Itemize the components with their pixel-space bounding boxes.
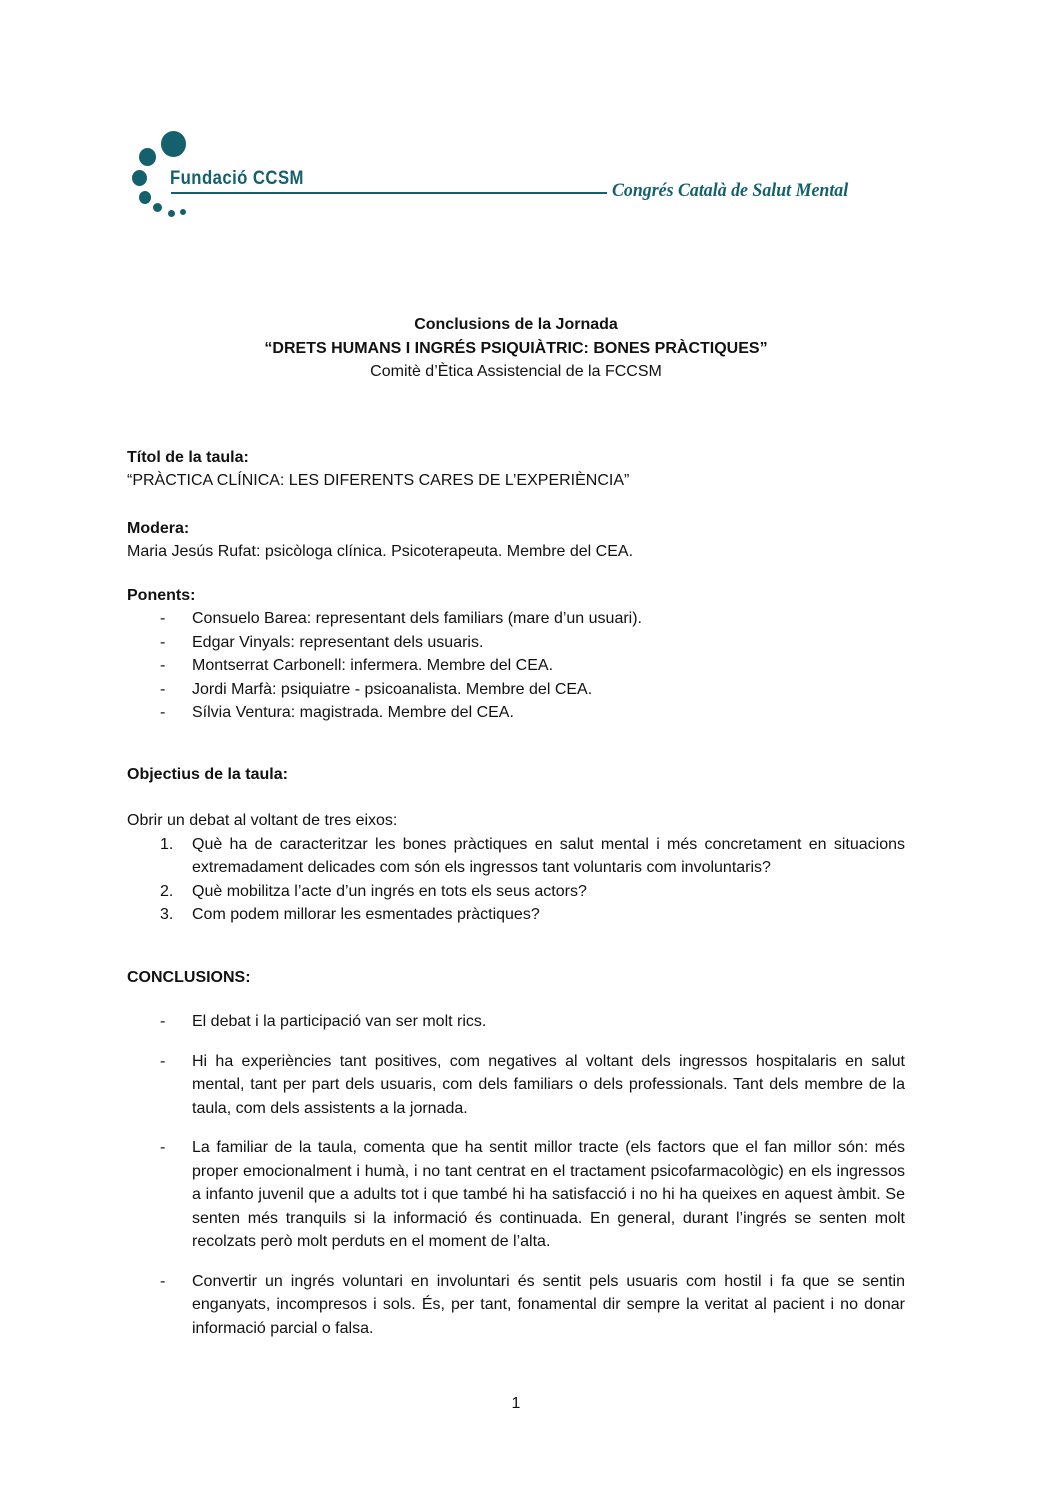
ponent-text: Montserrat Carbonell: infermera. Membre del CEA.: [192, 657, 554, 674]
list-item: [127, 1270, 905, 1341]
doc-title-line2: “DRETS HUMANS I INGRÉS PSIQUIÀTRIC: BONES PRÀCTIQUES”: [264, 339, 768, 357]
list-item: [127, 701, 905, 725]
org-name: Fundació CCSM: [170, 168, 304, 189]
conclusion-text: El debat i la participació van ser molt rics.: [192, 1013, 487, 1030]
bullet-dash: -: [160, 1272, 166, 1290]
heading-titol: Títol de la taula:: [127, 448, 249, 466]
doc-title-line1: Conclusions de la Jornada: [414, 316, 618, 333]
ponents-list: [127, 607, 905, 725]
modera-body: Maria Jesús Rufat: psicòloga clínica. Psicoterapeuta. Membre del CEA.: [127, 543, 634, 560]
bullet-dash: -: [160, 633, 166, 651]
item-number: 1.: [160, 835, 174, 853]
objectiu-text: Què ha de caracteritzar les bones pràctiques en salut mental i més concretament en situacions extremadament delicades com són els ingressos tant voluntaris com involuntaris?: [192, 835, 905, 876]
list-item: [127, 1050, 905, 1121]
objectius-list: [127, 833, 905, 927]
heading-ponents: Ponents:: [127, 586, 196, 604]
list-item: [127, 833, 905, 880]
conclusions-list: [127, 1010, 905, 1340]
bullet-dash: -: [160, 1139, 166, 1156]
list-item: [127, 607, 905, 631]
list-item: [127, 880, 905, 904]
title-block: [127, 313, 905, 384]
heading-objectius: Objectius de la taula:: [127, 765, 288, 783]
bullet-dash: -: [160, 680, 166, 698]
list-item: [127, 1136, 905, 1254]
item-number: 2.: [160, 882, 174, 900]
congress-tagline: Congrés Català de Salut Mental: [612, 180, 849, 201]
ponent-text: Edgar Vinyals: representant dels usuaris.: [192, 633, 484, 651]
bullet-dash: -: [160, 704, 166, 721]
objectiu-text: Com podem millorar les esmentades pràctiques?: [192, 906, 540, 923]
list-item: [127, 631, 905, 655]
list-item: [127, 903, 905, 927]
ponent-text: Jordi Marfà: psiquiatre - psicoanalista. Membre del CEA.: [192, 680, 593, 698]
ponent-text: Sílvia Ventura: magistrada. Membre del CEA.: [192, 704, 514, 721]
titol-body: “PRÀCTICA CLÍNICA: LES DIFERENTS CARES DE L’EXPERIÈNCIA”: [127, 472, 630, 489]
item-number: 3.: [160, 906, 174, 923]
doc-title-line3: Comitè d’Ètica Assistencial de la FCCSM: [370, 363, 662, 380]
bullet-dash: -: [160, 657, 166, 674]
list-item: [127, 1010, 905, 1034]
heading-modera: Modera:: [127, 519, 190, 537]
list-item: [127, 654, 905, 678]
conclusion-text: Convertir un ingrés voluntari en involuntari és sentit pels usuaris com hostil i fa que se sentin enganyats, incompresos i sols. És, per tant, fonamental dir sempre la veritat al pacient i no donar informació parcial o falsa.: [192, 1272, 905, 1337]
bullet-dash: -: [160, 610, 166, 627]
bullet-dash: -: [160, 1013, 166, 1030]
ponent-text: Consuelo Barea: representant dels familiars (mare d’un usuari).: [192, 610, 642, 627]
conclusion-text: La familiar de la taula, comenta que ha sentit millor tracte (els factors que el fan millor són: més proper emocionalment i humà, i no tant centrat en el tractament psicofarmacològic) en els ingressos a infanto juvenil que a adults tot i que també hi ha satisfacció i no hi ha queixes en aquest àmbit. Se senten més tranquils si la informació és continuada. En general, durant l’ingrés se senten molt recolzats però molt perduts en el moment de l’alta.: [192, 1139, 905, 1250]
objectiu-text: Què mobilitza l’acte d’un ingrés en tots els seus actors?: [192, 882, 587, 900]
list-item: [127, 678, 905, 702]
heading-conclusions: CONCLUSIONS:: [127, 968, 251, 986]
bullet-dash: -: [160, 1052, 166, 1070]
page-number: 1: [511, 1395, 521, 1412]
conclusion-text: Hi ha experiències tant positives, com negatives al voltant dels ingressos hospitalaris en salut mental, tant per part dels usuaris, com dels familiars o dels professionals. Tant dels membre de la taula, com dels assistents a la jornada.: [192, 1052, 905, 1117]
objectius-intro: Obrir un debat al voltant de tres eixos:: [127, 812, 398, 829]
